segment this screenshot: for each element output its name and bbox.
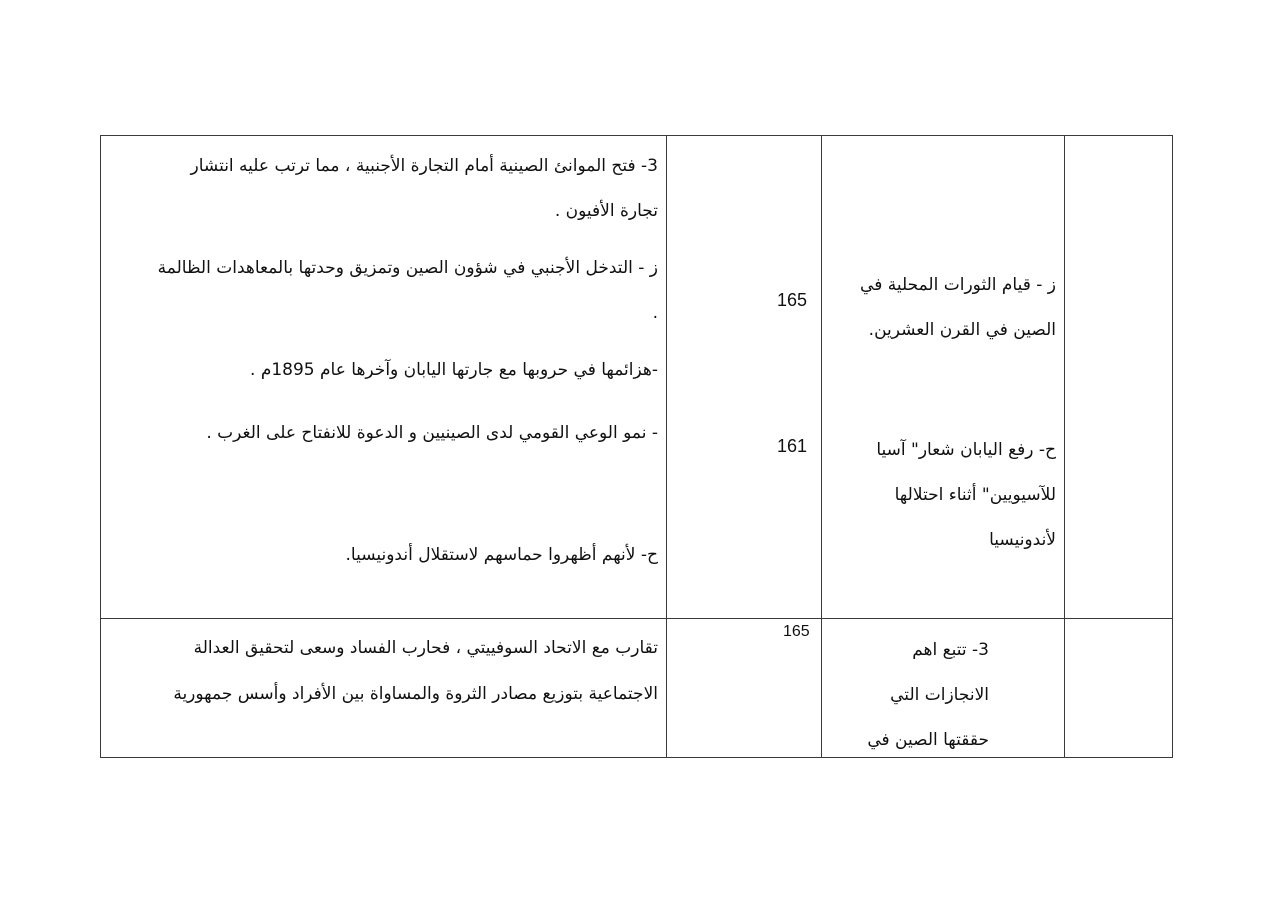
table-row: [101, 619, 1173, 758]
page-number: 165: [777, 290, 808, 310]
answers-table: [100, 135, 1173, 758]
answer-line: .: [652, 303, 658, 323]
question-line: ز - قيام الثورات المحلية في: [860, 275, 1056, 295]
answer-paragraph: ح- لأنهم أظهروا حماسهم لاستقلال أندونيسيا.: [345, 545, 658, 565]
page-number: 165: [783, 623, 810, 640]
question-cell: [822, 619, 1065, 758]
answer-paragraph: [191, 144, 658, 234]
question-line: ح- رفع اليابان شعار" آسيا: [876, 440, 1056, 460]
answer-paragraph: - نمو الوعي القومي لدى الصينيين و الدعوة للانفتاح على الغرب .: [206, 423, 658, 443]
empty-cell: [1065, 619, 1173, 758]
answer-line: الاجتماعية بتوزيع مصادر الثروة والمساواة بين الأفراد وأسس جمهورية: [173, 684, 658, 704]
question-line: لأندونيسيا: [989, 530, 1056, 550]
answer-cell: [101, 136, 667, 619]
question-line: الصين في القرن العشرين.: [868, 320, 1056, 340]
question-line: 3- تتبع اهم: [912, 640, 989, 660]
answer-line: تجارة الأفيون .: [554, 201, 658, 221]
question-cell: [822, 136, 1065, 619]
answer-paragraph: [173, 625, 658, 717]
question-paragraph: [867, 628, 989, 763]
page-number: 161: [777, 436, 808, 456]
table-row: [101, 136, 1173, 619]
question-paragraph: [876, 428, 1056, 563]
question-line: الانجازات التي: [890, 685, 989, 705]
question-paragraph: [860, 263, 1056, 353]
empty-cell: [1065, 136, 1173, 619]
answer-paragraph: -هزائمها في حروبها مع جارتها اليابان وآخرها عام 1895م .: [250, 360, 658, 380]
answer-cell: [101, 619, 667, 758]
answer-line: 3- فتح الموانئ الصينية أمام التجارة الأجنبية ، مما ترتب عليه انتشار: [190, 156, 658, 176]
answer-line: تقارب مع الاتحاد السوفييتي ، فحارب الفساد وسعى لتحقيق العدالة: [193, 638, 658, 658]
page-number-cell: [667, 619, 822, 758]
page-number-cell: [667, 136, 822, 619]
question-line: حققتها الصين في: [867, 730, 989, 750]
question-line: للآسيويين" أثناء احتلالها: [894, 485, 1056, 505]
answer-paragraph: [158, 246, 658, 336]
answer-line: ز - التدخل الأجنبي في شؤون الصين وتمزيق وحدتها بالمعاهدات الظالمة: [157, 258, 658, 278]
